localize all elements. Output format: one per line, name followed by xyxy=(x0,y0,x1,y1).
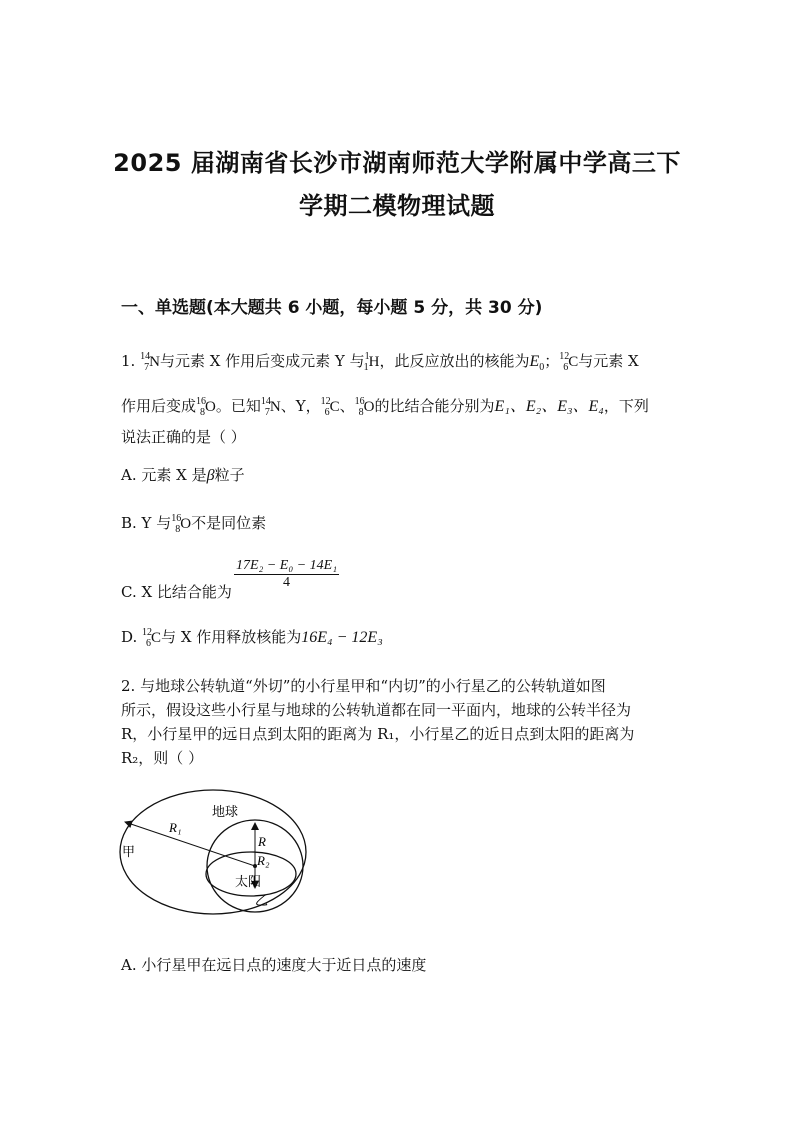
q1-line2-b: 。已知 xyxy=(215,397,261,415)
option-d-expression: 16E₄ − 12E₃ xyxy=(301,629,383,646)
q2-option-a[interactable]: A. 小行星甲在远日点的速度大于近日点的速度 xyxy=(121,956,427,974)
q1-line2-a: 作用后变成 xyxy=(121,397,197,415)
page-title-line-2: 学期二模物理试题 xyxy=(299,192,495,220)
fraction-numerator: 17E₂ − E₀ − 14E₁ xyxy=(235,558,338,573)
option-d-mid: 与 X 作用释放核能为 xyxy=(161,628,302,646)
q1-option-b[interactable] xyxy=(121,512,266,533)
q1-sep: ； xyxy=(544,352,560,370)
q1-line2-c: 、Y， xyxy=(280,397,321,415)
q1-option-d[interactable] xyxy=(121,626,383,647)
option-d-prefix: D. xyxy=(121,628,138,646)
label-yi: 乙 xyxy=(255,894,269,909)
nuclide-c12-c: $^{12}_6$C xyxy=(142,627,162,649)
q1-text-c: 与元素 X xyxy=(578,352,639,370)
nuclide-n14: $^{14}_7$N xyxy=(140,351,160,373)
option-b-suffix: 不是同位素 xyxy=(191,514,267,532)
label-earth: 地球 xyxy=(212,805,239,820)
q1-comma: 、 xyxy=(339,397,355,415)
q2-line-4: R₂，则（ ） xyxy=(121,749,204,767)
label-r: R xyxy=(258,834,266,849)
nuclide-o16-b: $^{16}_8$O xyxy=(354,396,375,418)
q1-line-1 xyxy=(121,350,639,373)
q1-text-a: 与元素 X 作用后变成元素 Y 与 xyxy=(159,352,365,370)
q1-number: 1. xyxy=(121,352,136,370)
label-r1: R₁ xyxy=(169,820,182,835)
r1-arrow xyxy=(125,822,255,866)
label-jia: 甲 xyxy=(122,845,136,860)
option-a-prefix: A. 元素 X 是 xyxy=(121,466,207,484)
nuclide-o16-c: $^{16}_8$O xyxy=(171,513,192,535)
q2-line-3: R，小行星甲的远日点到太阳的距离为 R₁，小行星乙的近日点到太阳的距离为 xyxy=(121,725,635,743)
q1-line-2 xyxy=(121,393,649,416)
q1-option-c[interactable] xyxy=(121,558,339,601)
q2-line-2: 所示，假设这些小行星与地球的公转轨道都在同一平面内，地球的公转半径为 xyxy=(121,701,632,719)
binding-energy-fraction xyxy=(234,558,339,591)
q1-line-3: 说法正确的是（ ） xyxy=(121,428,246,446)
energy-e0: $E_0$ xyxy=(529,353,545,374)
q2-line-1: 2. 与地球公转轨道“外切”的小行星甲和“内切”的小行星乙的公转轨道如图 xyxy=(121,677,606,695)
nuclide-h1: $^1_1$H xyxy=(363,351,380,373)
option-c-prefix: C. X 比结合能为 xyxy=(121,582,232,601)
option-a-suffix: 粒子 xyxy=(214,466,245,484)
nuclide-c12-b: $^{12}_6$C xyxy=(320,396,340,418)
nuclide-o16: $^{16}_8$O xyxy=(196,396,216,418)
option-b-prefix: B. Y 与 xyxy=(121,514,172,532)
fraction-denominator: 4 xyxy=(283,575,291,590)
section-heading: 一、单选题(本大题共 6 小题，每小题 5 分，共 30 分) xyxy=(121,298,543,318)
q1-energies: E₁、E₂、E₃、E₄ xyxy=(494,398,604,415)
label-r2: R₂ xyxy=(257,853,270,868)
nuclide-n14-b: $^{14}_7$N xyxy=(260,396,281,418)
orbit-diagram xyxy=(118,788,308,916)
q1-option-a[interactable] xyxy=(121,464,245,485)
nuclide-c12: $^{12}_6$C xyxy=(559,351,579,373)
q1-line2-e: ，下列 xyxy=(603,397,649,415)
label-sun: 太阳 xyxy=(235,875,262,890)
page-title-line-1: 2025 届湖南省长沙市湖南师范大学附属中学高三下 xyxy=(113,149,681,177)
q1-line2-d: 的比结合能分别为 xyxy=(374,397,495,415)
beta-symbol: β xyxy=(206,467,215,484)
q1-text-b: ，此反应放出的核能为 xyxy=(379,352,530,370)
